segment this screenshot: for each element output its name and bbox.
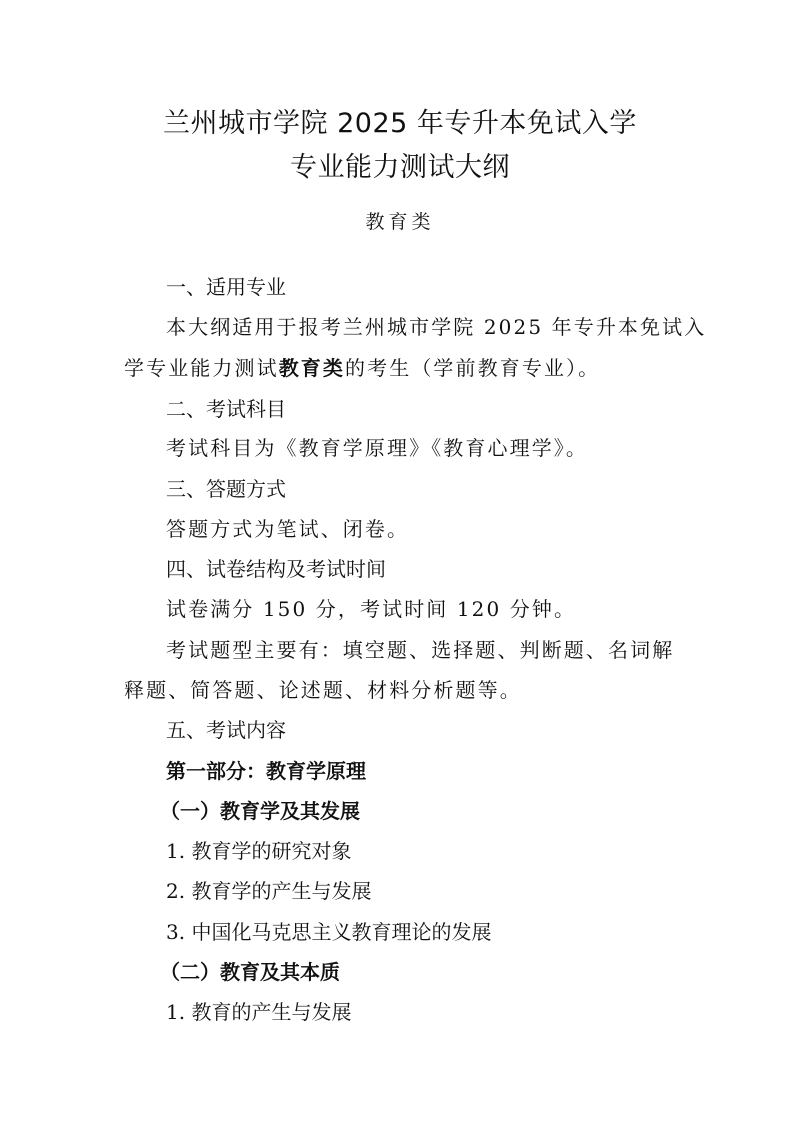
list-item: 2. 教育学的产生与发展 — [166, 879, 372, 903]
paragraph-applicable-text-post: 的考生（学前教育专业）。 — [345, 356, 601, 380]
list-item: 1. 教育学的研究对象 — [166, 839, 352, 863]
paragraph-answer-method: 答题方式为笔试、闭卷。 — [166, 517, 410, 541]
subsection-heading-pedagogy-development: （一）教育学及其发展 — [160, 799, 360, 823]
paragraph-applicable-emphasis: 教育类 — [278, 356, 346, 380]
document-subtitle: 教育类 — [365, 211, 435, 233]
paragraph-exam-subjects: 考试科目为《教育学原理》《教育心理学》。 — [166, 436, 588, 460]
document-title-line1: 兰州城市学院 2025 年专升本免试入学 — [163, 108, 637, 139]
section-heading-exam-content: 五、考试内容 — [166, 718, 286, 742]
list-item: 1. 教育的产生与发展 — [166, 1000, 352, 1024]
paragraph-paper-score-time: 试卷满分 150 分，考试时间 120 分钟。 — [166, 597, 577, 621]
section-heading-applicable-major: 一、适用专业 — [166, 275, 286, 299]
section-heading-answer-method: 三、答题方式 — [166, 477, 286, 501]
part-heading-pedagogy-principles: 第一部分：教育学原理 — [166, 759, 366, 783]
paragraph-applicable-text-pre: 学专业能力测试 — [124, 356, 279, 380]
paragraph-question-types-line2: 释题、简答题、论述题、材料分析题等。 — [124, 678, 522, 702]
list-item: 3. 中国化马克思主义教育理论的发展 — [166, 920, 492, 944]
subsection-heading-education-nature: （二）教育及其本质 — [160, 960, 340, 984]
document-title-line2: 专业能力测试大纲 — [290, 152, 510, 183]
paragraph-applicable-line2 — [124, 352, 600, 381]
section-heading-exam-subjects: 二、考试科目 — [166, 397, 286, 421]
paragraph-question-types-line1: 考试题型主要有：填空题、选择题、判断题、名词解 — [166, 638, 675, 662]
paragraph-applicable-line1: 本大纲适用于报考兰州城市学院 2025 年专升本免试入 — [166, 315, 707, 339]
section-heading-paper-structure: 四、试卷结构及考试时间 — [166, 557, 386, 581]
